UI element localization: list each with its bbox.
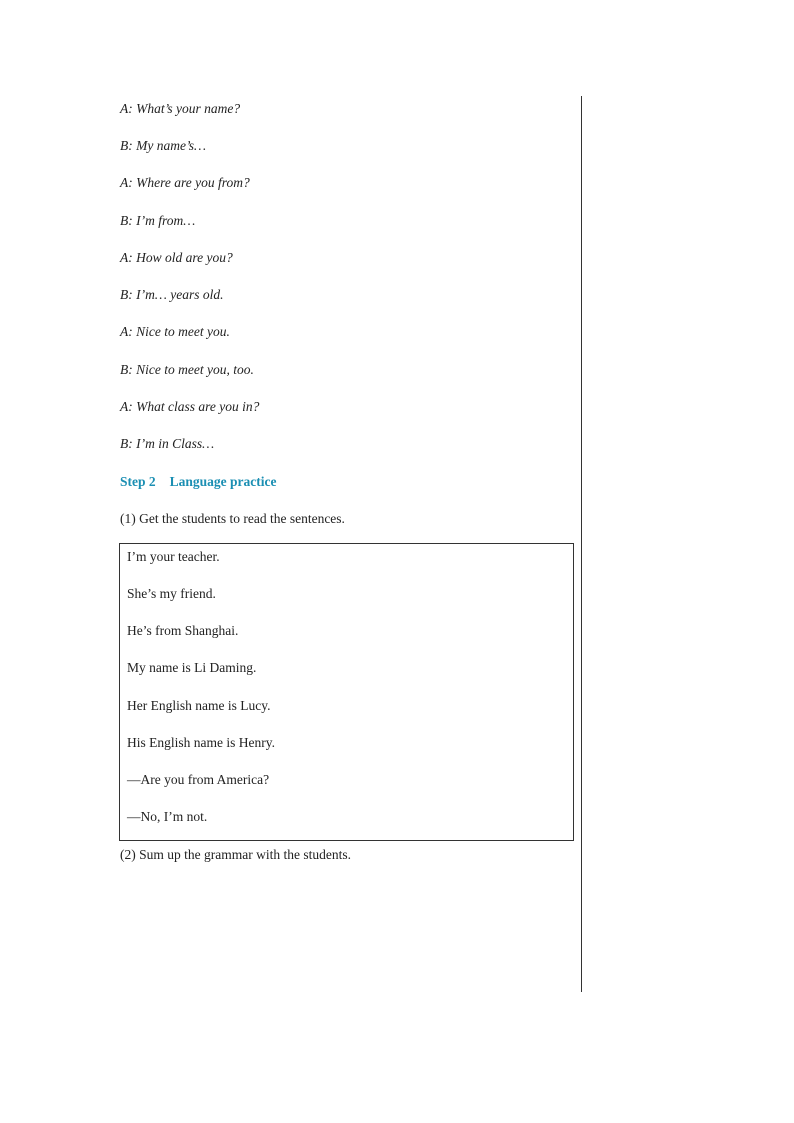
step-heading [120, 473, 277, 491]
dialogue-line: B: I’m in Class… [120, 436, 215, 451]
sentence-line: He’s from Shanghai. [127, 623, 239, 638]
sentence-line: —No, I’m not. [127, 809, 208, 824]
sentence-line: His English name is Henry. [127, 735, 275, 750]
sentence-line: She’s my friend. [127, 586, 216, 601]
dialogue-line: A: Nice to meet you. [120, 324, 230, 339]
dialogue-line: A: What class are you in? [120, 399, 260, 414]
dialogue-line: B: I’m from… [120, 213, 196, 228]
step-number: Step 2 [120, 474, 156, 489]
step-title: Language practice [169, 474, 277, 489]
sentence-line: Her English name is Lucy. [127, 698, 271, 713]
instruction-read-sentences: (1) Get the students to read the sentences. [120, 511, 345, 526]
sentence-line: I’m your teacher. [127, 549, 220, 564]
dialogue-line: A: Where are you from? [120, 175, 250, 190]
dialogue-line: B: Nice to meet you, too. [120, 362, 254, 377]
dialogue-line: A: How old are you? [120, 250, 233, 265]
dialogue-line: B: My name’s… [120, 138, 206, 153]
instruction-sum-up-grammar: (2) Sum up the grammar with the students. [120, 847, 351, 862]
sentence-line: —Are you from America? [127, 772, 270, 787]
sentence-line: My name is Li Daming. [127, 660, 257, 675]
dialogue-line: A: What’s your name? [120, 101, 241, 116]
dialogue-line: B: I’m… years old. [120, 287, 224, 302]
sentence-box [119, 543, 574, 841]
margin-rule [581, 96, 582, 992]
